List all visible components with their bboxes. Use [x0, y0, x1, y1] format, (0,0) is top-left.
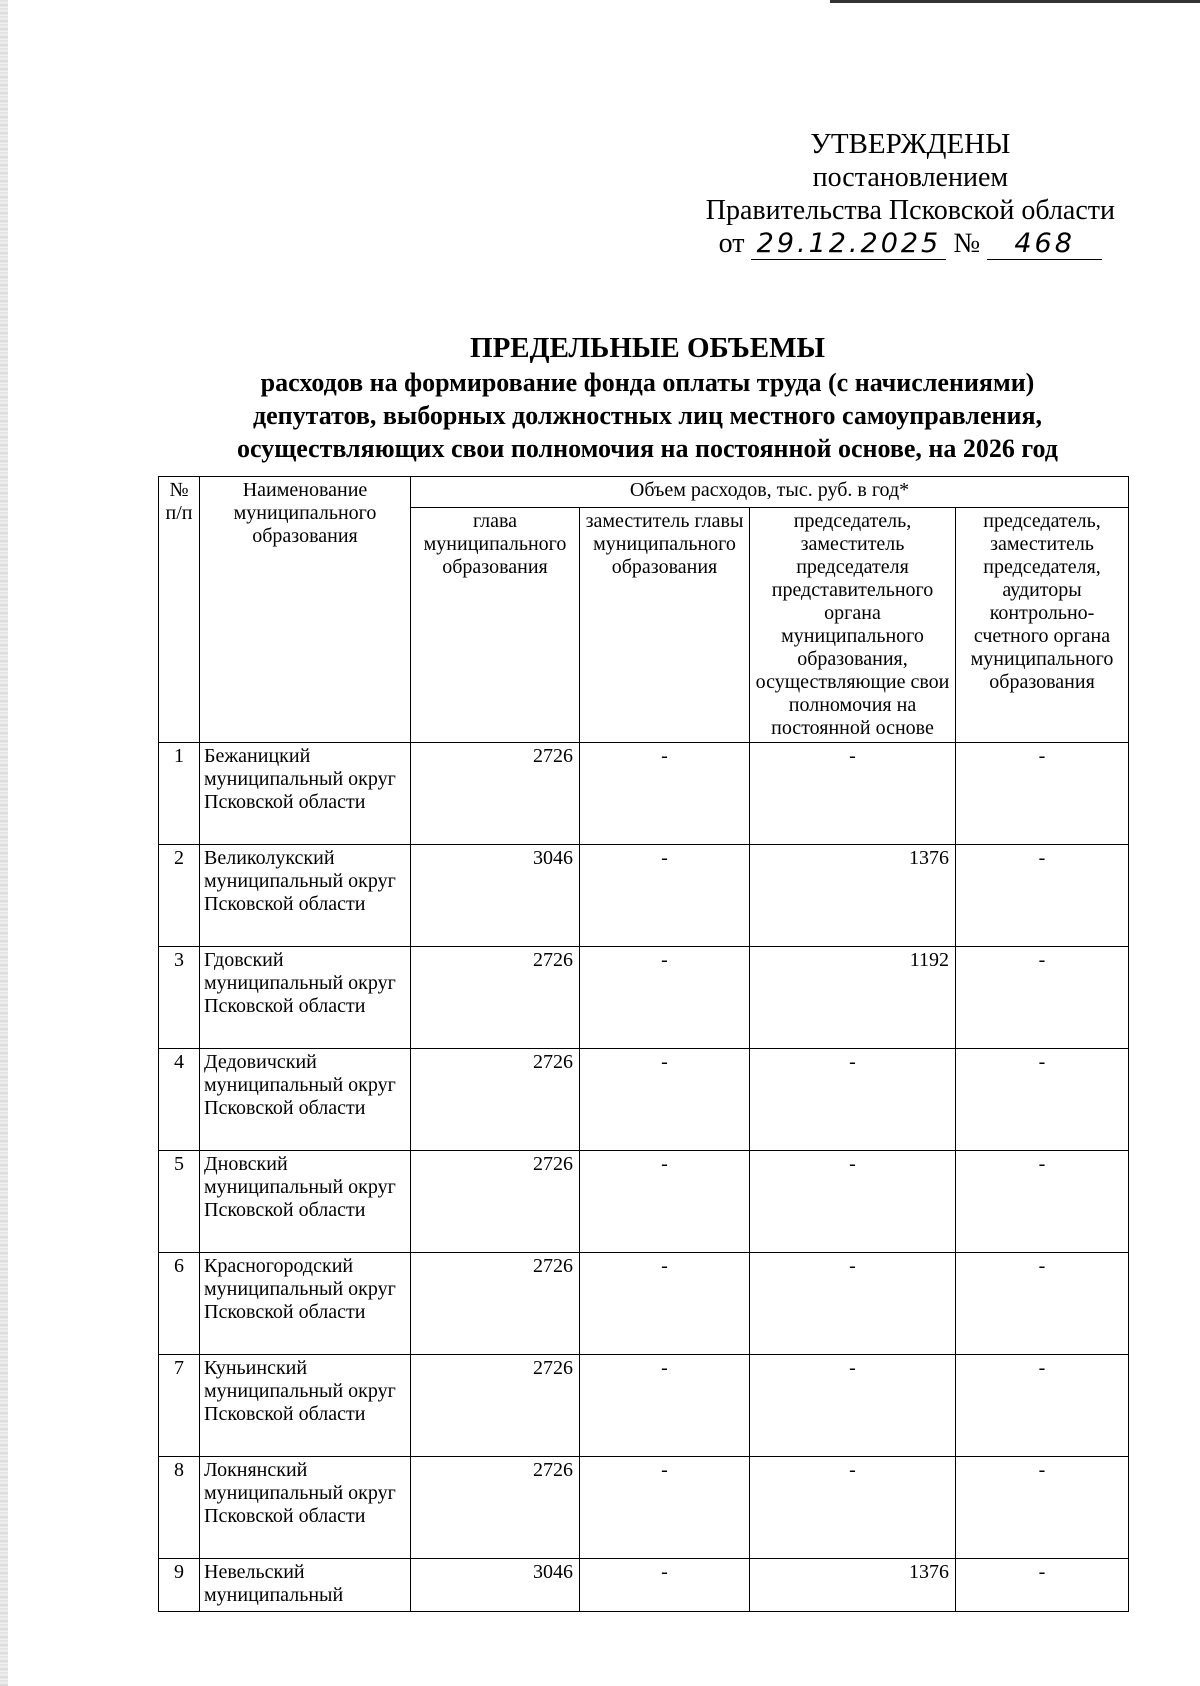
row-council-value: -: [750, 1253, 956, 1355]
row-deputy-value: -: [580, 1049, 750, 1151]
limits-table: [158, 476, 1129, 1612]
row-name: Красногородский муниципальный округ Псковской области: [200, 1253, 411, 1355]
table-row: [159, 1559, 1129, 1612]
document-title: [150, 330, 1145, 465]
table-row: [159, 1253, 1129, 1355]
row-council-value: -: [750, 1151, 956, 1253]
scan-edge: [0, 0, 8, 1686]
row-audit-value: -: [956, 743, 1129, 845]
title-line-2: депутатов, выборных должностных лиц местного самоуправления,: [252, 401, 1043, 430]
row-number: 6: [159, 1253, 200, 1355]
approval-date-row: [706, 227, 1115, 260]
table-row: [159, 1151, 1129, 1253]
row-number: 5: [159, 1151, 200, 1253]
title-line-3: осуществляющих свои полномочия на постоянной основе, на 2026 год: [237, 434, 1058, 463]
header-number: № п/п: [159, 477, 200, 743]
row-deputy-value: -: [580, 1253, 750, 1355]
table-row: [159, 845, 1129, 947]
row-audit-value: -: [956, 1049, 1129, 1151]
row-deputy-value: -: [580, 947, 750, 1049]
scan-top-edge: [830, 0, 1200, 3]
approval-decree: постановлением: [812, 162, 1009, 193]
approval-date: 29.12.2025: [751, 229, 946, 260]
title-line-1: расходов на формирование фонда оплаты труда (с начислениями): [260, 368, 1035, 397]
table-row: [159, 1457, 1129, 1559]
table-row: [159, 947, 1129, 1049]
row-council-value: -: [750, 1355, 956, 1457]
date-prefix: от: [718, 228, 745, 259]
row-council-value: -: [750, 1457, 956, 1559]
row-audit-value: -: [956, 1355, 1129, 1457]
row-head-value: 2726: [411, 947, 580, 1049]
header-row: [159, 477, 1129, 508]
row-name: Великолукский муниципальный округ Псковской области: [200, 845, 411, 947]
table-row: [159, 1355, 1129, 1457]
row-head-value: 2726: [411, 1151, 580, 1253]
number-prefix: №: [953, 228, 981, 259]
row-head-value: 2726: [411, 1355, 580, 1457]
row-number: 3: [159, 947, 200, 1049]
approval-number: 468: [987, 229, 1102, 260]
row-council-value: 1376: [750, 845, 956, 947]
header-col-head: глава муниципального образования: [411, 508, 580, 743]
header-col-deputy: заместитель главы муниципального образования: [580, 508, 750, 743]
row-number: 7: [159, 1355, 200, 1457]
row-audit-value: -: [956, 947, 1129, 1049]
row-deputy-value: -: [580, 743, 750, 845]
row-number: 9: [159, 1559, 200, 1612]
row-head-value: 2726: [411, 743, 580, 845]
header-col-audit: председатель, заместитель председателя, аудиторы контрольно-счетного органа муниципального образования: [956, 508, 1129, 743]
row-number: 1: [159, 743, 200, 845]
row-audit-value: -: [956, 1559, 1129, 1612]
row-head-value: 3046: [411, 845, 580, 947]
row-number: 8: [159, 1457, 200, 1559]
row-name: Невельский муниципальный: [200, 1559, 411, 1612]
row-deputy-value: -: [580, 1457, 750, 1559]
row-audit-value: -: [956, 1457, 1129, 1559]
row-name: Куньинский муниципальный округ Псковской области: [200, 1355, 411, 1457]
header-group: Объем расходов, тыс. руб. в год*: [411, 477, 1129, 508]
row-audit-value: -: [956, 1151, 1129, 1253]
approval-stamp: [706, 128, 1115, 260]
row-name: Локнянский муниципальный округ Псковской области: [200, 1457, 411, 1559]
row-name: Дновский муниципальный округ Псковской области: [200, 1151, 411, 1253]
row-number: 2: [159, 845, 200, 947]
row-deputy-value: -: [580, 845, 750, 947]
row-name: Дедовичский муниципальный округ Псковской области: [200, 1049, 411, 1151]
row-head-value: 2726: [411, 1253, 580, 1355]
row-deputy-value: -: [580, 1151, 750, 1253]
header-col-council: председатель, заместитель председателя представительного органа муниципального образования, осуществляющие свои полномочия на постоянной основе: [750, 508, 956, 743]
approval-authority: Правительства Псковской области: [705, 195, 1115, 226]
row-audit-value: -: [956, 845, 1129, 947]
row-number: 4: [159, 1049, 200, 1151]
row-audit-value: -: [956, 1253, 1129, 1355]
table-row: [159, 1049, 1129, 1151]
row-council-value: -: [750, 743, 956, 845]
row-deputy-value: -: [580, 1355, 750, 1457]
row-name: Бежаницкий муниципальный округ Псковской области: [200, 743, 411, 845]
table-row: [159, 743, 1129, 845]
row-deputy-value: -: [580, 1559, 750, 1612]
row-head-value: 2726: [411, 1457, 580, 1559]
approval-heading: УТВЕРЖДЕНЫ: [810, 128, 1011, 160]
row-head-value: 3046: [411, 1559, 580, 1612]
header-name: Наименование муниципального образования: [200, 477, 411, 743]
row-council-value: 1192: [750, 947, 956, 1049]
row-name: Гдовский муниципальный округ Псковской области: [200, 947, 411, 1049]
title-heading: ПРЕДЕЛЬНЫЕ ОБЪЕМЫ: [470, 332, 825, 364]
row-council-value: -: [750, 1049, 956, 1151]
row-head-value: 2726: [411, 1049, 580, 1151]
row-council-value: 1376: [750, 1559, 956, 1612]
